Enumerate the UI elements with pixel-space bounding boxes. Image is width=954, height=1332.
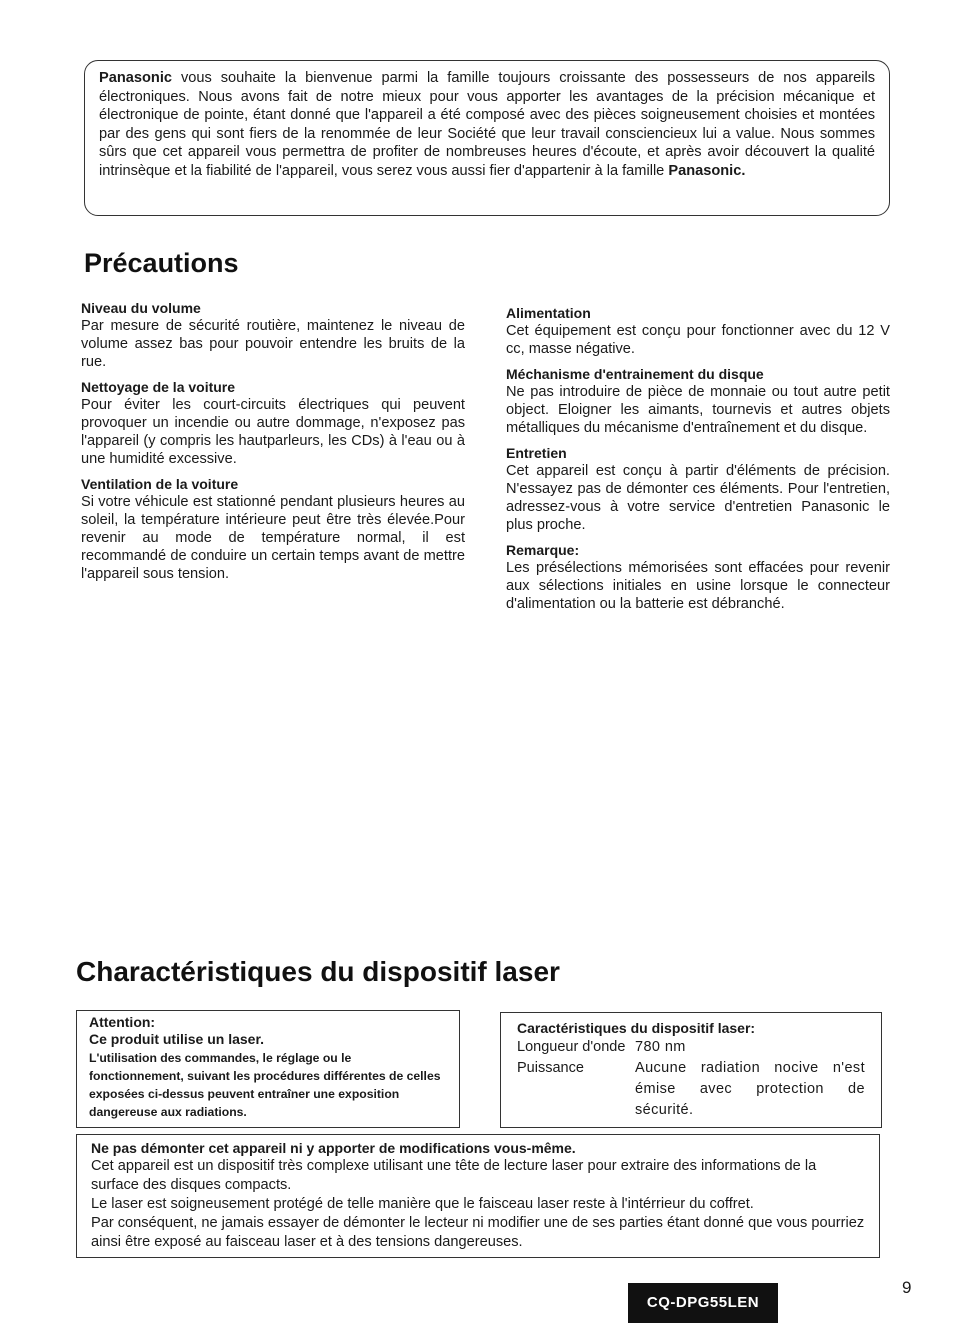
model-badge: CQ-DPG55LEN [628,1283,778,1323]
spec-table [517,1037,865,1121]
attention-title: Attention: [89,1014,156,1030]
section-body: Les présélections mémorisées sont effacées pour revenir aux sélections initiales en usine lorsque le connecteur d'alimentation ou la batterie est débranché. [506,560,890,612]
spec-title: Caractéristiques du dispositif laser: [517,1020,756,1036]
warning-paragraph: Le laser est soigneusement protégé de telle manière que le faisceau laser reste à l'intérrieur du coffret. [91,1196,754,1212]
precautions-left-column [81,300,465,591]
section-body: Si votre véhicule est stationné pendant plusieurs heures au soleil, la température intérieure peut être très élevée.Pour revenir au mode de température normal, il est recommandé de conduire un certain temps avant de mettre l'appareil sous tension. [81,494,465,582]
section-heading: Entretien [506,445,567,461]
section-body: Cet appareil est conçu à partir d'éléments de précision. N'essayez pas de démonter ces éléments. Pour l'entretien, adressez-vous à votre service d'entretien Panasonic le plus proche. [506,463,890,533]
section-heading: Ventilation de la voiture [81,476,239,492]
attention-subtitle: Ce produit utilise un laser. [89,1031,265,1047]
section-body: Pour éviter les court-circuits électriques qui peuvent provoquer un incendie ou autre dommage, n'exposez pas l'appareil (y compris les hautparleurs, les CDs) à l'eau ou à une humidité excessive. [81,397,465,467]
precautions-right-column [506,305,890,621]
section-heading: Niveau du volume [81,300,201,316]
laser-spec-box [500,1012,882,1128]
section-body: Par mesure de sécurité routière, maintenez le niveau de volume assez bas pour pouvoir entendre les bruits de la rue. [81,318,465,370]
warning-paragraph: Cet appareil est un dispositif très complexe utilisant une tête de lecture laser pour extraire des informations de la surface des disques compacts. [91,1158,817,1193]
precautions-title: Précautions [84,248,239,278]
spec-label: Puissance [517,1060,584,1076]
welcome-body: vous souhaite la bienvenue parmi la famille toujours croissante des possesseurs de nos appareils électroniques. Nous avons fait de notre mieux pour vous apporter les avantages de la précision mécanique et électronique de pointe, étant donné que l'appareil a été composé avec des pièces soigneusement choisies et montées par des gens qui sont fiers de la renommée de leur Société que leur travail consciencieux lui a value. Nous sommes sûrs que cet appareil vous permettra de profiter de nombreuses heures d'écoute, et après avoir découvert la qualité intrinsèque et la fiabilité de l'appareil, vous serez vous aussi fier d'appartenir à la famille [99,70,875,179]
section-body: Ne pas introduire de pièce de monnaie ou tout autre petit object. Eloigner les aimants, tournevis et autres objets métalliques du mécanisme d'entraînement et du disque. [506,384,890,436]
welcome-box [84,60,890,216]
warning-paragraph: Par conséquent, ne jamais essayer de démonter le lecteur ni modifier une de ses parties étant donné que vous pourriez ainsi être exposé au faisceau laser et à des tensions dangereuses. [91,1215,865,1250]
spec-value: Aucune radiation nocive n'est émise avec protection de sécurité. [635,1060,865,1118]
brand-name: Panasonic [99,70,172,86]
laser-title: Charactéristiques du dispositif laser [76,956,560,987]
warning-box [76,1134,880,1258]
spec-label: Longueur d'onde [517,1039,626,1055]
brand-name-end: Panasonic. [668,162,746,179]
warning-title: Ne pas démonter cet appareil ni y apporter de modifications vous-même. [91,1140,576,1156]
section-heading: Remarque: [506,542,580,558]
section-heading: Nettoyage de la voiture [81,379,236,395]
section-heading: Alimentation [506,305,591,321]
section-heading: Méchanisme d'entrainement du disque [506,366,764,382]
attention-box [76,1010,460,1128]
section-body: Cet équipement est conçu pour fonctionner avec du 12 V cc, masse négative. [506,323,890,357]
spec-row [517,1058,865,1121]
spec-value: 780 nm [635,1039,686,1055]
welcome-text [99,69,875,181]
spec-row [517,1037,865,1058]
page-number: 9 [902,1278,912,1297]
attention-body: L'utilisation des commandes, le réglage ou le fonctionnement, suivant les procédures différentes de celles exposées ci-dessus peuvent entraîner une exposition dangereuse aux radiations. [89,1051,441,1119]
